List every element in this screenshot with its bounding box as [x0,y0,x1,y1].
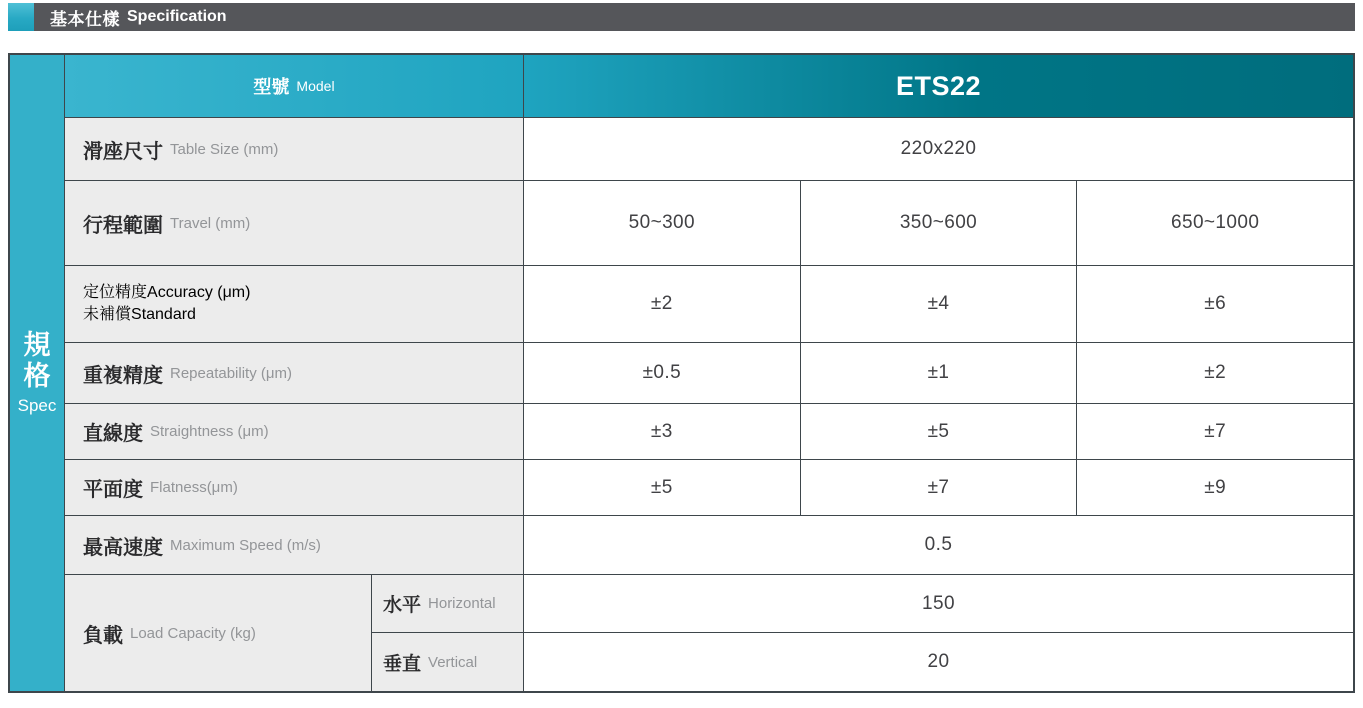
accuracy-zh2: 未補償 [83,306,132,323]
row-travel-label [65,181,523,265]
row-repeatability-label [65,343,523,403]
row-accuracy-label [65,266,523,342]
load-en: Load Capacity (kg) [130,624,256,642]
table-size-zh: 滑座尺寸 [83,140,163,163]
flatness-zh: 平面度 [83,479,143,501]
flatness-value-0: ±5 [524,460,800,515]
travel-value-1: 350~600 [801,181,1077,265]
accuracy-en2: Standard [131,306,196,323]
table-size-en: Table Size (mm) [170,140,279,158]
accuracy-en: Accuracy (μm) [147,284,251,302]
side-band-spec [10,55,64,691]
accuracy-zh: 定位精度 [83,284,148,302]
load-vertical-value: 20 [524,633,1353,691]
flatness-value-1: ±7 [801,460,1077,515]
max-speed-value: 0.5 [524,516,1353,574]
side-band-char: 規 [23,329,51,360]
model-header-label [65,55,523,117]
table-size-value: 220x220 [524,118,1353,180]
section-title [34,3,1355,31]
max-speed-zh: 最高速度 [83,536,163,559]
accuracy-value-2: ±6 [1077,266,1353,342]
accuracy-value-1: ±4 [801,266,1077,342]
horizontal-en: Horizontal [428,595,496,612]
row-max-speed-label [65,516,523,574]
repeatability-value-0: ±0.5 [524,343,800,403]
travel-zh: 行程範圍 [83,214,163,237]
horizontal-zh: 水平 [383,595,422,616]
repeatability-value-1: ±1 [801,343,1077,403]
vertical-en: Vertical [428,653,478,671]
side-band-char: 格 [23,361,51,391]
row-table-size-label [65,118,523,180]
load-vertical-label [372,633,523,691]
travel-value-2: 650~1000 [1077,181,1353,265]
section-title-zh: 基本仕樣 [50,9,120,29]
section-title-en: Specification [127,8,227,25]
load-zh: 負載 [83,624,123,647]
straightness-zh: 直線度 [83,423,143,445]
row-flatness-label [65,460,523,515]
flatness-value-2: ±9 [1077,460,1353,515]
accent-square [8,3,34,31]
load-horizontal-label [372,575,523,632]
row-straightness-label [65,404,523,459]
spec-table [8,53,1355,693]
flatness-en: Flatness(μm) [150,479,238,496]
straightness-value-2: ±7 [1077,404,1353,459]
straightness-value-1: ±5 [801,404,1077,459]
max-speed-en: Maximum Speed (m/s) [170,536,321,554]
repeatability-en: Repeatability (μm) [170,364,293,382]
model-header-en: Model [296,78,335,94]
load-horizontal-value: 150 [524,575,1353,632]
straightness-en: Straightness (μm) [150,423,269,440]
section-title-bar [8,3,1355,31]
vertical-zh: 垂直 [383,653,422,675]
row-load-label [65,575,371,691]
straightness-value-0: ±3 [524,404,800,459]
model-name: ETS22 [524,55,1353,117]
model-header-zh: 型號 [253,77,290,97]
repeatability-zh: 重複精度 [83,364,163,387]
repeatability-value-2: ±2 [1077,343,1353,403]
travel-en: Travel (mm) [170,214,251,232]
travel-value-0: 50~300 [524,181,800,265]
accuracy-value-0: ±2 [524,266,800,342]
side-band-en: Spec [17,396,57,416]
